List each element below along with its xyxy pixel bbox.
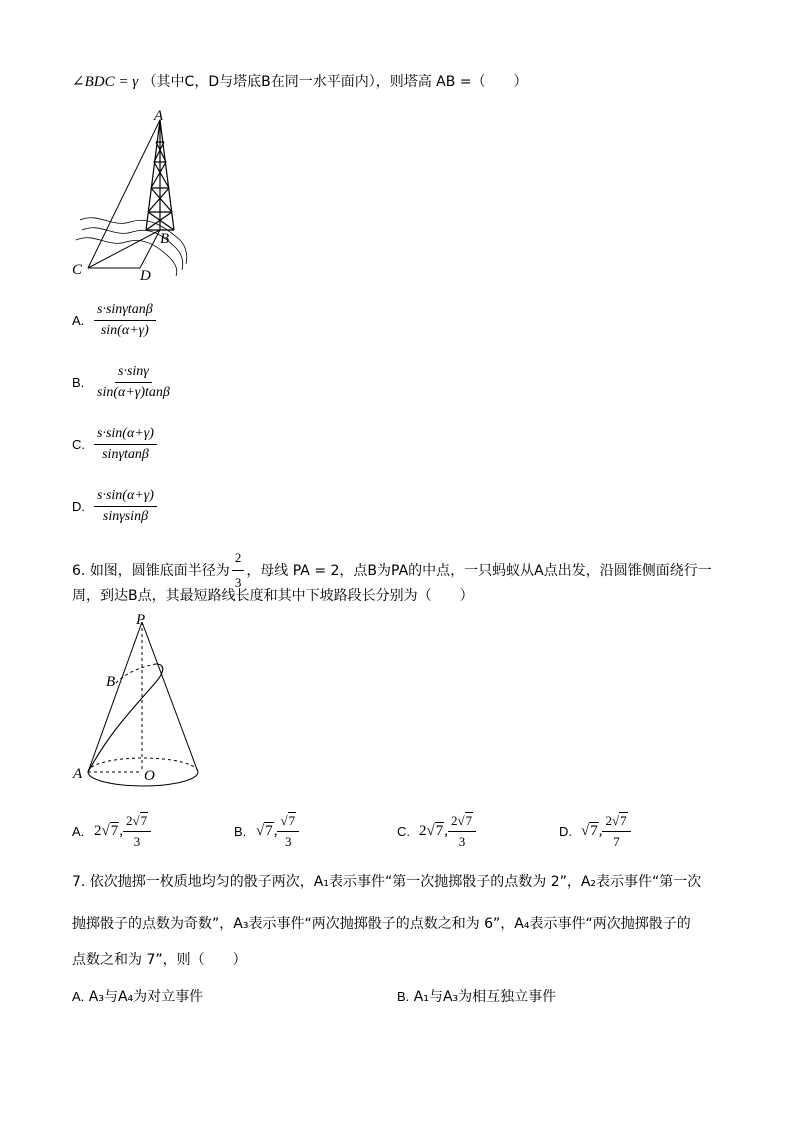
q7-option-a[interactable]: A. A₃与A₄为对立事件 <box>72 989 204 1005</box>
q5-stem-tail <box>72 72 528 92</box>
q6-option-a[interactable]: A. 2 √ 7 , $\frac{2√7}{3}$ <box>72 812 151 850</box>
ground-waves <box>76 218 187 276</box>
triangle-lines <box>88 120 160 268</box>
label-P: P <box>136 612 146 628</box>
q5-option-d[interactable]: D. $\frac{s\cdot\sin(\alpha+\gamma)}{\sin\gamma\sin\beta}$ <box>72 488 157 525</box>
q5-option-b[interactable]: B. $\frac{s\cdot\sin\gamma}{\sin(\alpha+\gamma)\tan\beta}$ <box>72 364 170 400</box>
label-B: B <box>160 231 170 247</box>
q5-tower-figure <box>68 108 198 283</box>
q5-angle-expr: ∠BDC = γ <box>72 74 139 90</box>
q5-option-c[interactable]: C. $\frac{s\cdot\sin(\alpha+\gamma)}{\sin\gamma\tan\beta}$ <box>72 426 157 463</box>
q6-number: 6. <box>72 562 86 579</box>
q7-stem-line3: 点数之和为 7”，则（ ） <box>72 952 247 968</box>
q7-stem-line2: 抛掷骰子的点数为奇数”，A₃表示事件“两次抛掷骰子的点数之和为 6”，A₄表示事件“两次抛掷骰子的 <box>72 916 691 932</box>
q6-cone-figure <box>70 612 210 787</box>
q5-option-a[interactable]: A. $\frac{s\cdot\sin\gamma\tan\beta}{\sin(\alpha+\gamma)}$ <box>72 302 156 339</box>
q5-stem-text: （其中C，D与塔底B在同一水平面内），则塔高 AB =（ ） <box>142 74 528 90</box>
q6-stem-line1: 6. 如图，圆锥底面半径为 $\frac{2}{3}$ ，母线 PA = 2，点B为PA的中点，一只蚂蚁从A点出发，沿圆锥侧面绕行一 <box>72 548 712 593</box>
q6-stem-line2: 周，到达B点，其最短路线长度和其中下坡路段长分别为（ ） <box>72 588 474 604</box>
label-C: C <box>72 262 83 278</box>
tower <box>146 120 174 230</box>
label-A: A <box>154 108 164 124</box>
label-D: D <box>140 268 151 283</box>
label-B: B <box>106 674 116 690</box>
q6-radius-frac: $\frac{2}{3}$ <box>232 548 245 593</box>
q6-option-b[interactable]: B. √ 7 , $\frac{√7}{3}$ <box>234 812 299 850</box>
q6-option-c[interactable]: C. 2 √ 7 , $\frac{2√7}{3}$ <box>397 812 476 850</box>
q6-option-d[interactable]: D. √ 7 , $\frac{2√7}{7}$ <box>559 812 631 850</box>
cone <box>88 622 198 786</box>
q7-stem-line1: 7. 依次抛掷一枚质地均匀的骰子两次，A₁表示事件“第一次抛掷骰子的点数为 2”，A₂表示事件“第一次 <box>72 874 702 890</box>
q7-option-b[interactable]: B. A₁与A₃为相互独立事件 <box>397 989 557 1005</box>
label-A: A <box>73 766 83 782</box>
label-O: O <box>144 768 155 784</box>
